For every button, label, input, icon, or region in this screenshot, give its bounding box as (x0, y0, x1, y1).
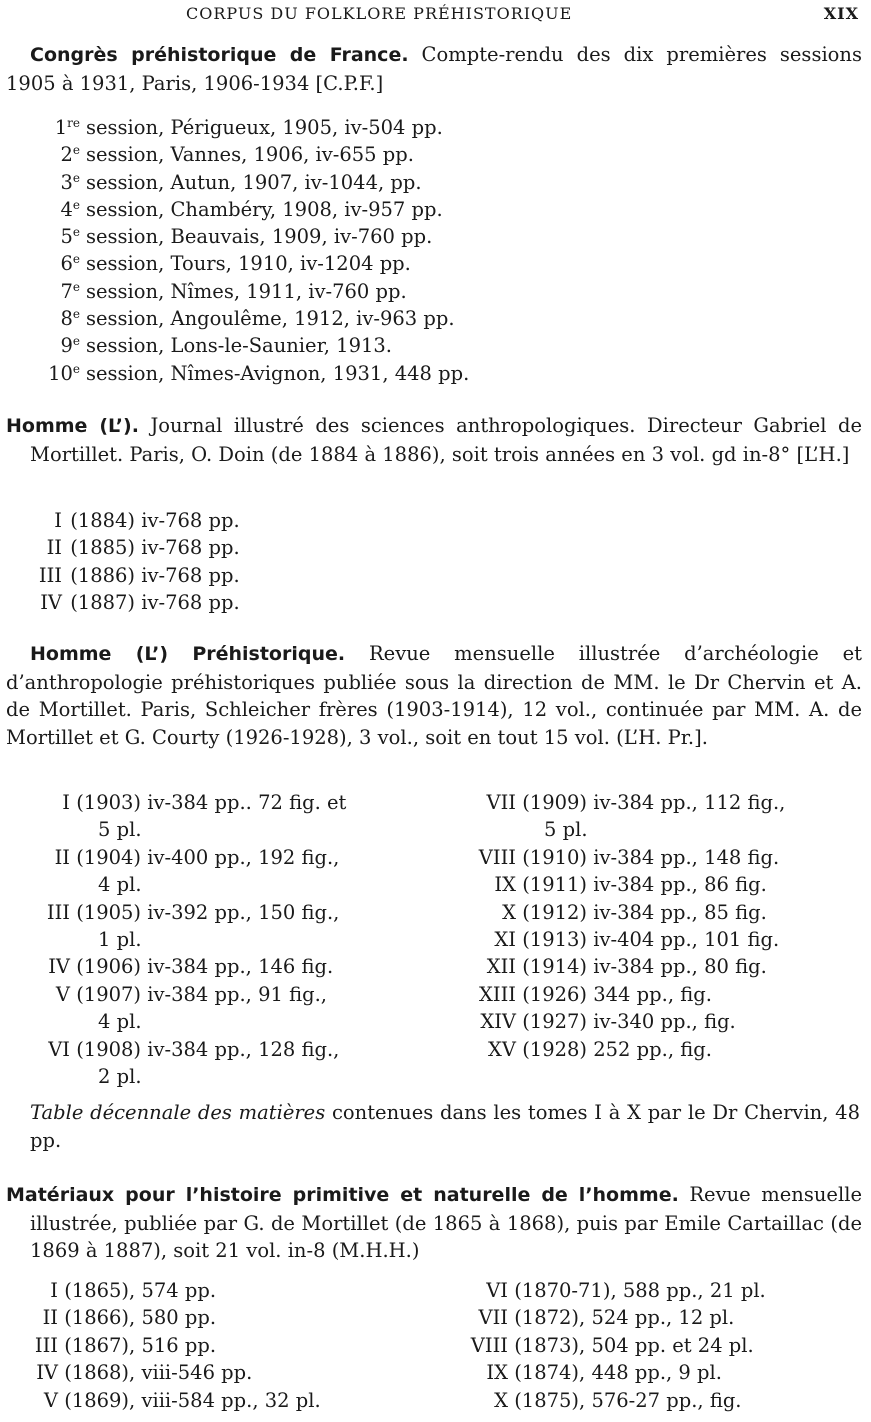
entry-title: Matériaux pour l’histoire primitive et naturelle de l’homme. (6, 1184, 679, 1206)
list-item: VI (1908) iv-384 pp., 128 fig., 2 pl. (48, 1037, 340, 1089)
list-item: 3e session, Autun, 1907, iv-1044, pp. (60, 170, 422, 194)
list-item: III (1886) iv-768 pp. (38, 563, 240, 587)
volume-list (0, 507, 240, 616)
list-item: XII (1914) iv-384 pp., 80 fig. (486, 955, 767, 979)
entry-title: Homme (L’). (6, 415, 139, 437)
list-item: 5e session, Beauvais, 1909, iv-760 pp. (60, 225, 433, 249)
list-item: 7e session, Nîmes, 1911, iv-760 pp. (60, 279, 407, 303)
entry-cpf (6, 41, 862, 97)
volume-list-left (0, 1277, 430, 1414)
entry-description: Compte-rendu des dix premières sessions 1905 à 1931, Paris, 1906-1934 [C.P.F.] (6, 43, 862, 95)
list-item: II (1904) iv-400 pp., 192 fig., 4 pl. (54, 845, 340, 897)
list-item: XIV (1927) iv-340 pp., fig. (480, 1010, 736, 1034)
list-item: I (1903) iv-384 pp.. 72 fig. et 5 pl. (62, 791, 347, 842)
list-item: III (1867), 516 pp. (34, 1333, 217, 1357)
list-item: IV (1868), viii-546 pp. (36, 1361, 253, 1385)
entry-homme (6, 412, 862, 468)
volume-list-left (0, 789, 430, 1090)
running-header (0, 2, 871, 28)
list-item: V (1869), viii-584 pp., 32 pl. (43, 1388, 321, 1412)
entry-title: Congrès préhistorique de France. (30, 44, 409, 66)
list-item: VI (1870-71), 588 pp., 21 pl. (486, 1279, 766, 1302)
entry-description: Journal illustré des sciences anthropologiques. Directeur Gabriel de Mortillet. Paris, O. Doin (de 1884 à 1886), soit trois années en 3 vol. gd in-8° [L’H.] (30, 414, 863, 466)
entry-note (30, 1099, 860, 1155)
volume-list-right (430, 1277, 865, 1414)
list-item: II (1866), 580 pp. (42, 1306, 217, 1330)
volume-list-right (440, 789, 865, 1063)
list-item: X (1875), 576-27 pp., fig. (494, 1388, 742, 1412)
entry-title: Homme (L’) Préhistorique. (30, 643, 346, 665)
list-item: I (1884) iv-768 pp. (54, 509, 240, 532)
list-item: XIII (1926) 344 pp., fig. (479, 982, 712, 1006)
list-item: V (1907) iv-384 pp., 91 fig., 4 pl. (55, 982, 327, 1034)
list-item: 1re session, Périgueux, 1905, iv-504 pp. (54, 116, 443, 139)
header-title: CORPUS DU FOLKLORE PRÉHISTORIQUE (186, 4, 573, 23)
note-italic-title: Table décennale des matières (30, 1101, 326, 1124)
list-item: VII (1909) iv-384 pp., 112 fig., 5 pl. (486, 791, 786, 842)
list-item: VIII (1873), 504 pp. et 24 pl. (470, 1333, 754, 1357)
list-item: II (1885) iv-768 pp. (46, 536, 240, 560)
page-number: XIX (823, 4, 859, 23)
list-item: I (1865), 574 pp. (50, 1279, 217, 1302)
list-item: 2e session, Vannes, 1906, iv-655 pp. (60, 143, 414, 167)
note-text: contenues dans les tomes I à X par le Dr Chervin, 48 pp. (30, 1101, 860, 1152)
list-item: 10e session, Nîmes-Avignon, 1931, 448 pp. (48, 361, 470, 385)
list-item: 6e session, Tours, 1910, iv-1204 pp. (60, 252, 411, 276)
list-item: 4e session, Chambéry, 1908, iv-957 pp. (60, 197, 443, 221)
list-item: IX (1874), 448 pp., 9 pl. (486, 1361, 722, 1385)
list-item: XI (1913) iv-404 pp., 101 fig. (494, 928, 780, 952)
entry-description: Revue mensuelle illustrée, publiée par G. de Mortillet (de 1865 à 1868), puis par Emile Cartaillac (de 1869 à 1887), soit 21 vol. in-8 (M.H.H.) (30, 1183, 862, 1262)
list-item: VIII (1910) iv-384 pp., 148 fig. (478, 845, 780, 869)
list-item: IX (1911) iv-384 pp., 86 fig. (494, 873, 767, 897)
list-item: 8e session, Angoulême, 1912, iv-963 pp. (60, 307, 455, 331)
entry-description: Revue mensuelle illustrée d’archéologie et d’anthropologie préhistoriques publiée sous la direction de MM. le Dr Chervin et A. de Mortillet. Paris, Schleicher frères (1903-1914), 12 vol., continuée par MM. A. de Mortillet et G. Courty (1926-1928), 3 vol., soit en tout 15 vol. (L’H. Pr.]. (6, 642, 862, 749)
list-item: XV (1928) 252 pp., fig. (488, 1037, 712, 1061)
list-item: IV (1906) iv-384 pp., 146 fig. (48, 955, 334, 979)
list-item: X (1912) iv-384 pp., 85 fig. (502, 900, 767, 924)
session-list (0, 110, 469, 383)
list-item: IV (1887) iv-768 pp. (40, 590, 240, 614)
list-item: VII (1872), 524 pp., 12 pl. (478, 1306, 735, 1330)
entry-homme-prehistorique (6, 640, 862, 751)
list-item: 9e session, Lons-le-Saunier, 1913. (60, 334, 392, 358)
list-item: III (1905) iv-392 pp., 150 fig., 1 pl. (46, 900, 340, 952)
entry-materiaux (6, 1181, 862, 1265)
